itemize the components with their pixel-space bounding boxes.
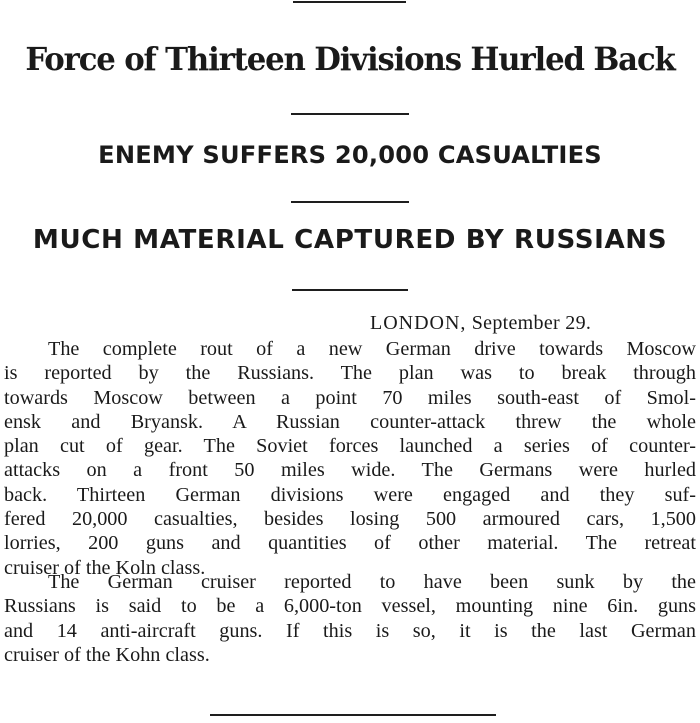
paragraph-line: Russians is said to be a 6,000-ton vessel, mounting nine 6in. guns	[4, 595, 696, 618]
paragraph-line: The complete rout of a new German drive towards Moscow	[48, 338, 696, 360]
paragraph-line: fered 20,000 casualties, besides losing 500 armoured cars, 1,500	[4, 508, 696, 531]
deck-divider	[292, 289, 408, 291]
paragraph-line: cruiser of the Koln class.	[4, 556, 206, 579]
paragraph-line: cruiser of the Kohn class.	[4, 643, 210, 666]
article-paragraph-1	[4, 337, 696, 580]
paragraph-line: plan cut of gear. The Soviet forces launched a series of counter-	[4, 435, 696, 458]
headline: Force of Thirteen Divisions Hurled Back	[25, 40, 675, 78]
paragraph-line: The German cruiser reported to have been sunk by the	[48, 571, 696, 593]
third-headline: MUCH MATERIAL CAPTURED BY RUSSIANS	[32, 225, 668, 255]
dateline-place: LONDON,	[370, 312, 467, 334]
top-rule	[293, 1, 406, 3]
subheadline-divider	[291, 201, 409, 203]
paragraph-line: back. Thirteen German divisions were engaged and they suf-	[4, 483, 696, 506]
article-paragraph-2	[4, 570, 696, 667]
dateline-date: September 29.	[471, 312, 592, 334]
paragraph-line: is reported by the Russians. The plan was to break through	[4, 362, 696, 385]
headline-divider	[291, 113, 409, 115]
paragraph-line: ensk and Bryansk. A Russian counter-attack threw the whole	[4, 410, 696, 433]
paragraph-line: lorries, 200 guns and quantities of other material. The retreat	[4, 532, 696, 555]
bottom-rule	[210, 714, 496, 716]
dateline	[370, 312, 591, 335]
subheadline: ENEMY SUFFERS 20,000 CASUALTIES	[98, 141, 602, 169]
paragraph-line: attacks on a front 50 miles wide. The Germans were hurled	[4, 459, 696, 482]
paragraph-line: and 14 anti-aircraft guns. If this is so, it is the last German	[4, 619, 696, 642]
paragraph-line: towards Moscow between a point 70 miles south-east of Smol-	[4, 386, 696, 409]
